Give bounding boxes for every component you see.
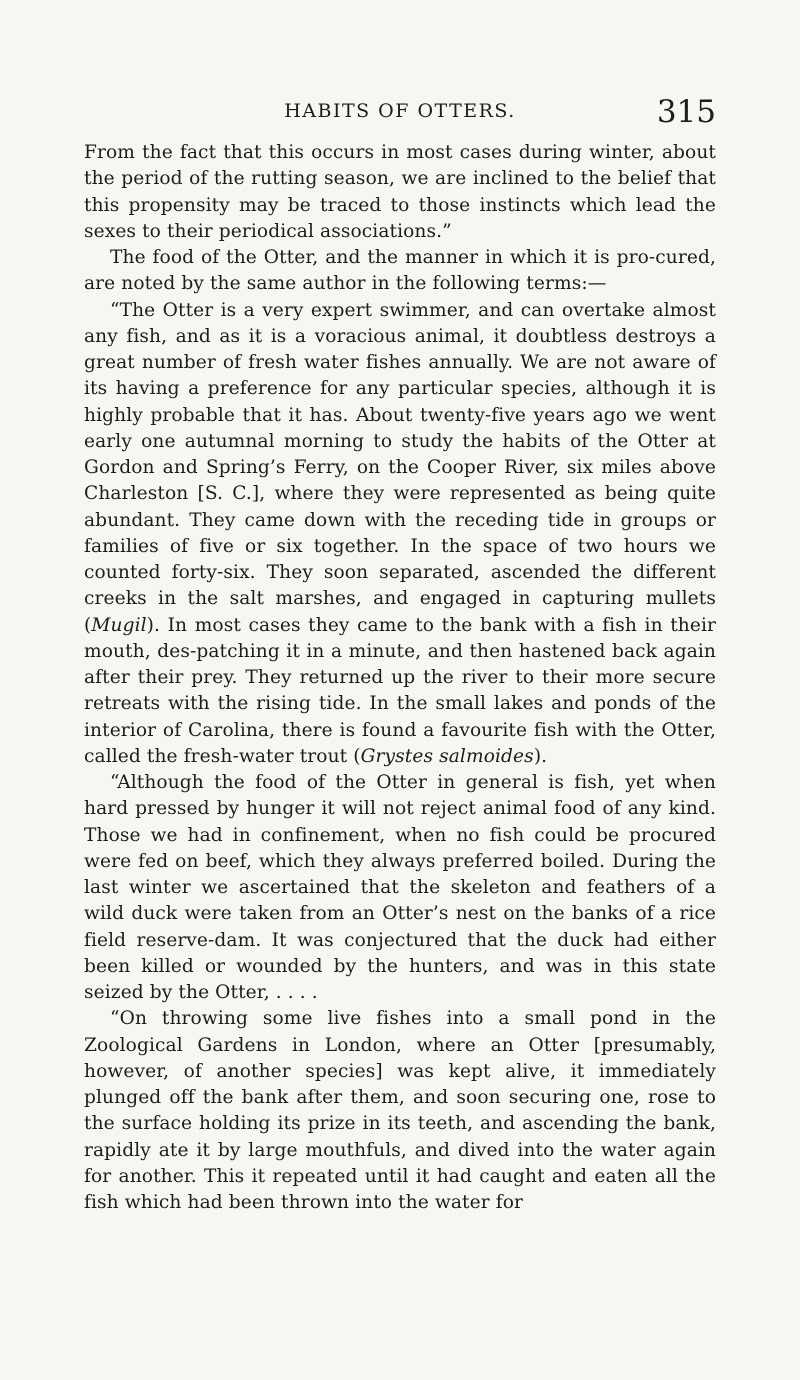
- book-page: [84, 94, 716, 1216]
- species-name-grystes: Grystes salmoides: [360, 745, 534, 767]
- text-run: “The Otter is a very expert swimmer, and can overtake almost any fish, and as it is a voracious animal, it doubtless destroys a great number of fresh water fishes annually. We are not aware of its having a preference for any particular species, although it is highly probable that it has. About twenty-five years ago we went early one autumnal morning to study the habits of the Otter at Gordon and Spring’s Ferry, on the Cooper River, six miles above Charleston [S. C.], where they were represented as being quite abundant. They came down with the receding tide in groups or families of five or six together. In the space of two hours we counted forty-six. They soon separated, ascended the different creeks in the salt marshes, and engaged in capturing mullets (: [84, 299, 716, 636]
- page-number: 315: [656, 94, 716, 130]
- paragraph-food-intro: The food of the Otter, and the manner in which it is pro-cured, are noted by the same author in the following terms:—: [84, 247, 716, 295]
- text-run: ). In most cases they came to the bank with a fish in their mouth, des-patching it in a minute, and then hastened back again after their prey. They returned up the river to their more secure retreats with the rising tide. In the small lakes and ponds of the interior of Carolina, there is found a favourite fish with the Otter, called the fresh-water trout (: [84, 614, 716, 767]
- running-head: [84, 94, 716, 140]
- paragraph-otter-swimmer: [84, 298, 716, 771]
- paragraph-animal-food: “Although the food of the Otter in general is fish, yet when hard pressed by hunger it will not reject animal food of any kind. Those we had in confinement, when no fish could be procured were fed on beef, which they always preferred boiled. During the last winter we ascertained that the skeleton and feathers of a wild duck were taken from an Otter’s nest on the banks of a rice field reserve-dam. It was conjectured that the duck had either been killed or wounded by the hunters, and was in this state seized by the Otter, . . . .: [84, 772, 716, 1003]
- body-text: [84, 140, 716, 1216]
- text-run: ).: [533, 745, 548, 767]
- running-title: HABITS OF OTTERS.: [284, 100, 516, 122]
- paragraph-continuation: From the fact that this occurs in most cases during winter, about the period of the rutting season, we are inclined to the belief that this propensity may be traced to those instincts which lead the sexes to their periodical associations.”: [84, 142, 716, 242]
- species-name-mugil: Mugil: [91, 614, 147, 636]
- paragraph-zoological-gardens: “On throwing some live fishes into a small pond in the Zoological Gardens in London, where an Otter [presumably, however, of another species] was kept alive, it immediately plunged off the bank after them, and soon securing one, rose to the surface holding its prize in its teeth, and ascending the bank, rapidly ate it by large mouthfuls, and dived into the water again for another. This it repeated until it had caught and eaten all the fish which had been thrown into the water for: [84, 1008, 716, 1213]
